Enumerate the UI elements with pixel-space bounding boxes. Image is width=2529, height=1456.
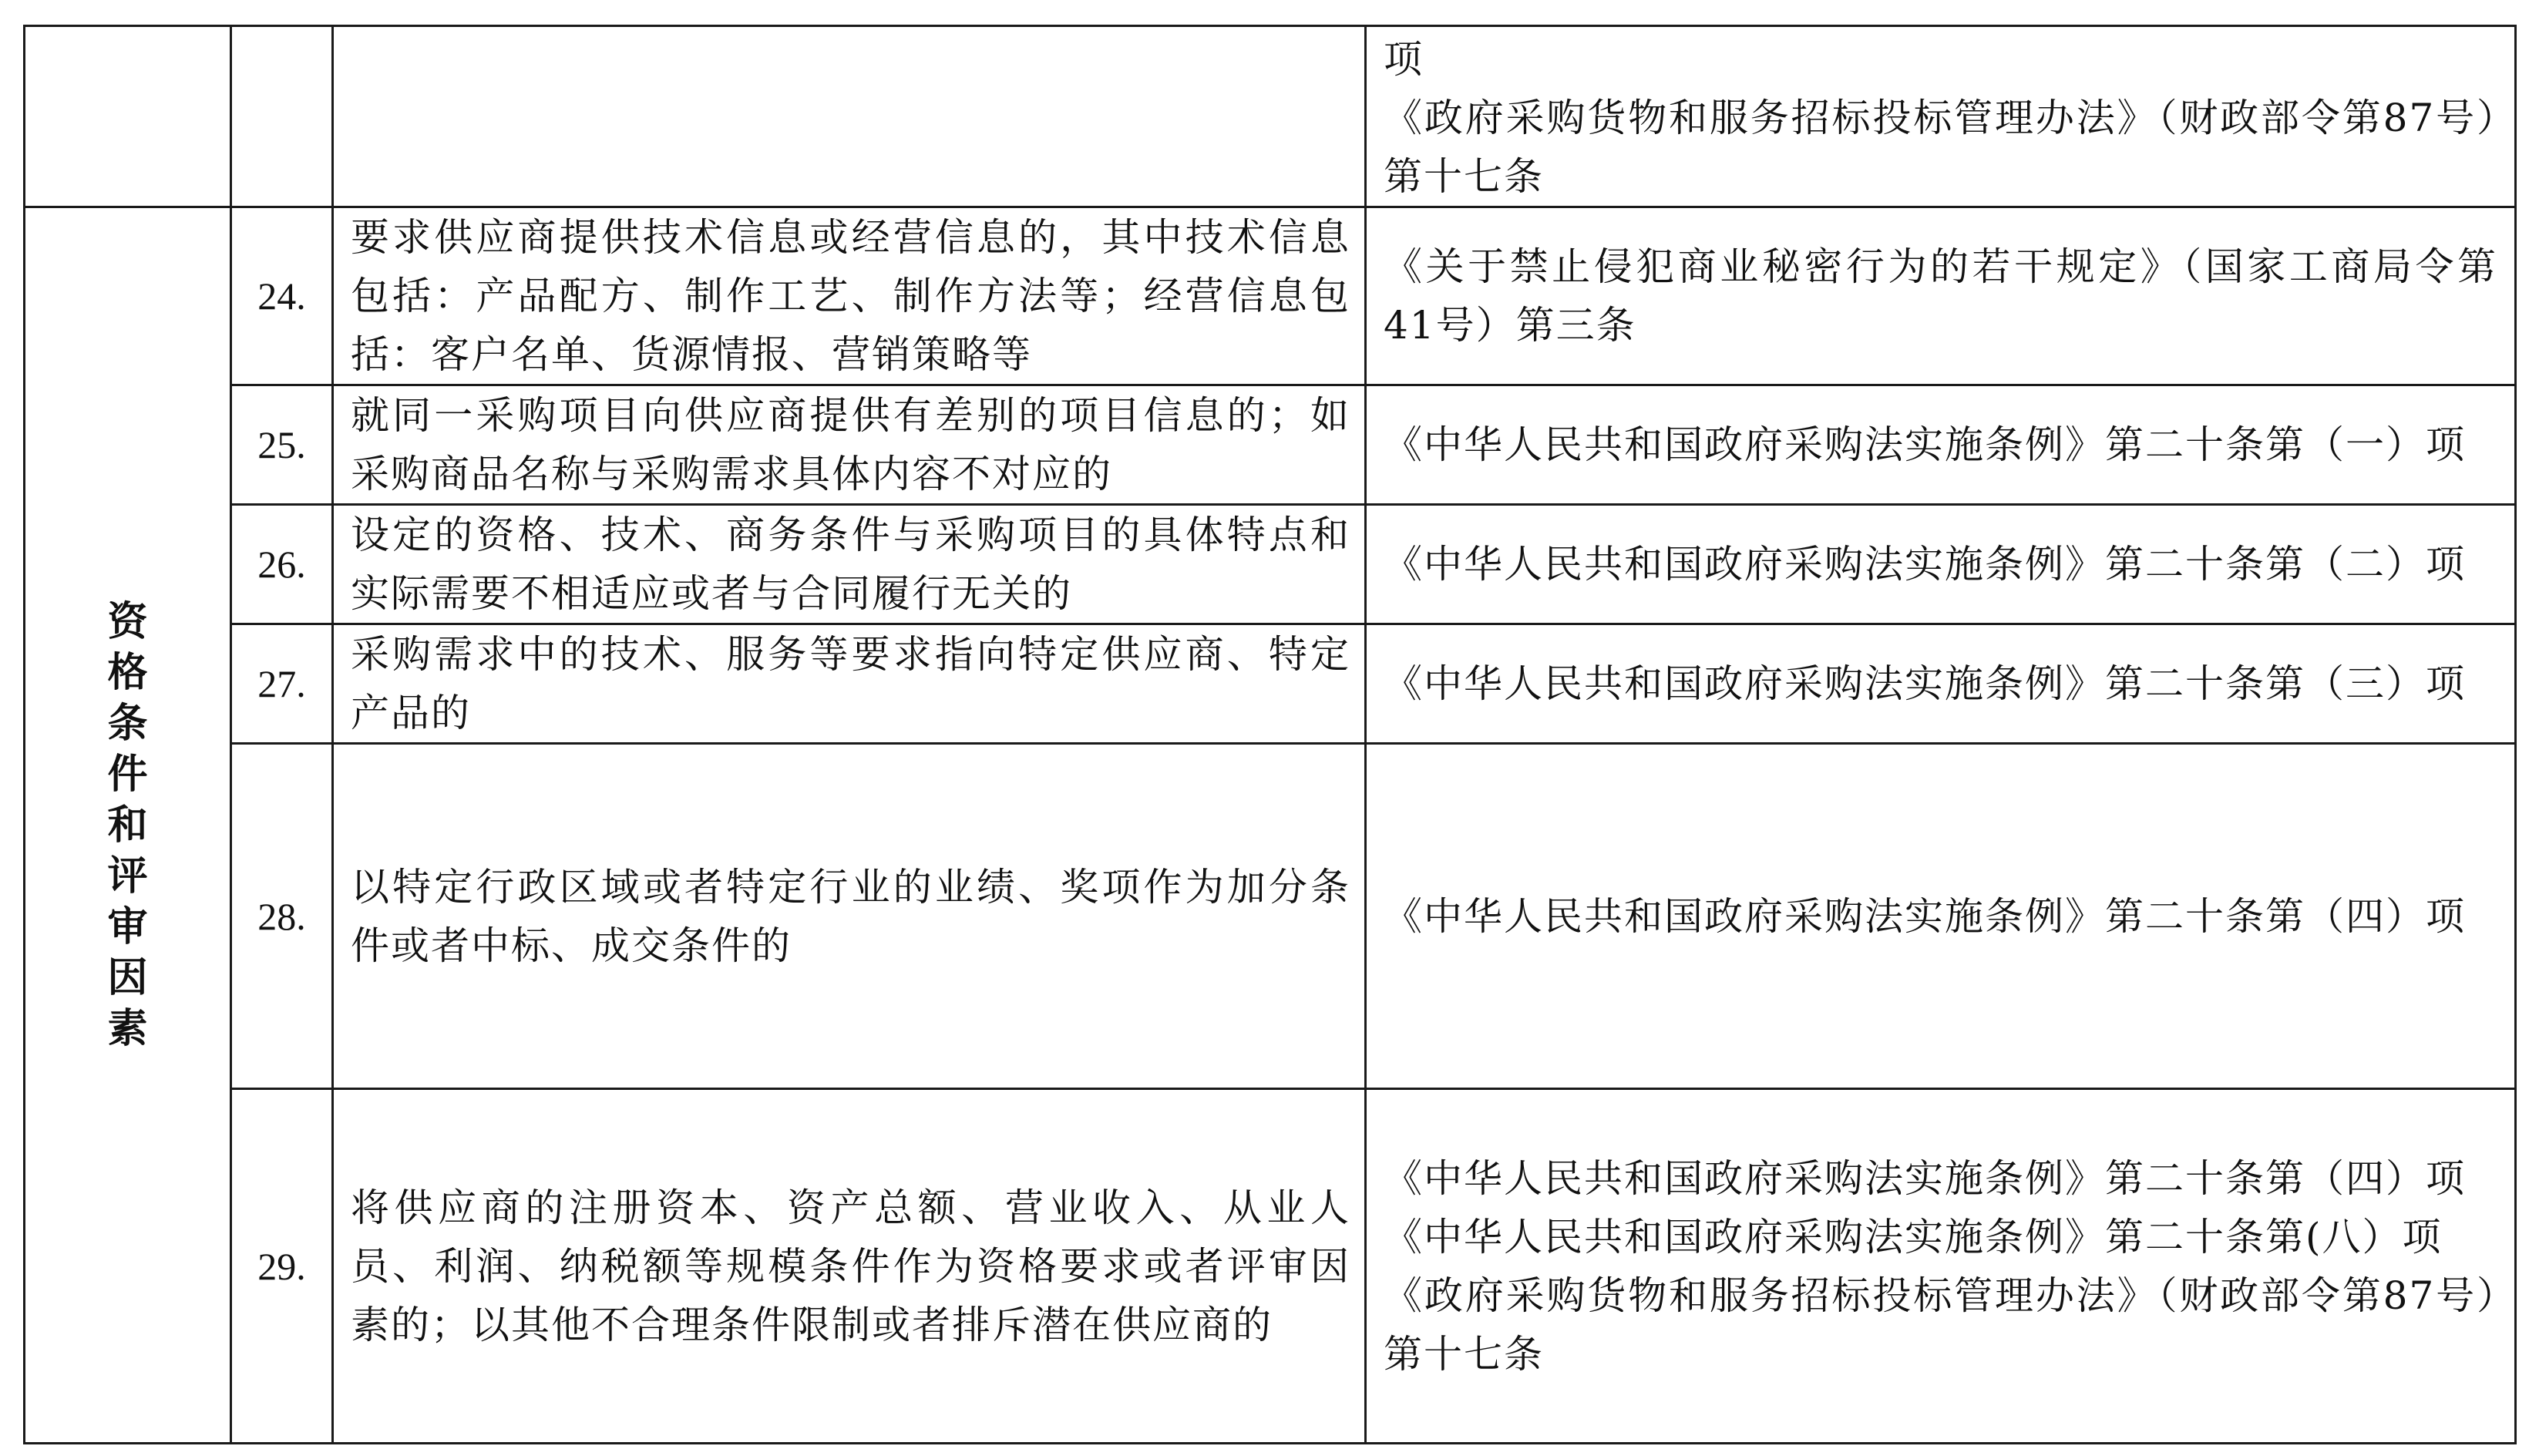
row-number: 27.: [231, 624, 333, 744]
description-text: 要求供应商提供技术信息或经营信息的，其中技术信息包括：产品配方、制作工艺、制作方法等；经营信息包括：客户名单、货源情报、营销策略等: [351, 215, 1350, 377]
description-text: 采购需求中的技术、服务等要求指向特定供应商、特定产品的: [351, 632, 1350, 735]
description-text: 以特定行政区域或者特定行业的业绩、奖项作为加分条件或者中标、成交条件的: [351, 864, 1350, 968]
basis-cell: [1366, 624, 2516, 744]
description-text: 就同一采购项目向供应商提供有差别的项目信息的；如采购商品名称与采购需求具体内容不对应的: [351, 393, 1350, 496]
basis-cell: [1366, 744, 2516, 1089]
category-label: 资格条件和评审因素: [107, 598, 148, 1052]
basis-cell: [1366, 385, 2516, 505]
row-number: 24.: [231, 207, 333, 385]
basis-text: 《中华人民共和国政府采购法实施条例》第二十条第（三）项: [1384, 661, 2466, 706]
description-text: 设定的资格、技术、商务条件与采购项目的具体特点和实际需要不相适应或者与合同履行无关的: [351, 513, 1350, 616]
table-row-continued: [25, 26, 2516, 207]
category-cell-empty: [25, 26, 231, 207]
basis-cell: [1366, 1089, 2516, 1444]
basis-text: 《政府采购货物和服务招标投标管理办法》（财政部令第87号）第十七条: [1384, 1273, 2497, 1377]
row-number: 29.: [231, 1089, 333, 1444]
basis-cell: [1366, 26, 2516, 207]
basis-text: 《关于禁止侵犯商业秘密行为的若干规定》（国家工商局令第41号）第三条: [1384, 244, 2497, 348]
basis-text: 《中华人民共和国政府采购法实施条例》第二十条第（四）项: [1384, 1155, 2466, 1201]
basis-text: 《中华人民共和国政府采购法实施条例》第二十条第（一）项: [1384, 422, 2466, 467]
basis-text: 项: [1384, 37, 1424, 82]
description-cell: [333, 744, 1366, 1089]
description-cell: [333, 624, 1366, 744]
table-row: [25, 505, 2516, 624]
basis-cell: [1366, 207, 2516, 385]
description-cell: [333, 207, 1366, 385]
row-number: 26.: [231, 505, 333, 624]
row-number: 25.: [231, 385, 333, 505]
regulation-table: [23, 25, 2517, 1444]
description-cell: [333, 1089, 1366, 1444]
description-cell: [333, 505, 1366, 624]
table-row: [25, 1089, 2516, 1444]
basis-cell: [1366, 505, 2516, 624]
row-number: 28.: [231, 744, 333, 1089]
description-cell-empty: [333, 26, 1366, 207]
table-row: [25, 624, 2516, 744]
category-cell: [25, 207, 231, 1444]
table-row: [25, 385, 2516, 505]
description-cell: [333, 385, 1366, 505]
description-text: 将供应商的注册资本、资产总额、营业收入、从业人员、利润、纳税额等规模条件作为资格要求或者评审因素的；以其他不合理条件限制或者排斥潜在供应商的: [351, 1185, 1350, 1347]
table-row: [25, 744, 2516, 1089]
table-row: [25, 207, 2516, 385]
number-cell-empty: [231, 26, 333, 207]
basis-text: 《中华人民共和国政府采购法实施条例》第二十条第（二）项: [1384, 542, 2466, 587]
basis-text: 《中华人民共和国政府采购法实施条例》第二十条第（四）项: [1384, 893, 2466, 939]
basis-text: 《政府采购货物和服务招标投标管理办法》（财政部令第87号）第十七条: [1384, 96, 2497, 199]
basis-text: 《中华人民共和国政府采购法实施条例》第二十条第(八）项: [1384, 1214, 2443, 1259]
